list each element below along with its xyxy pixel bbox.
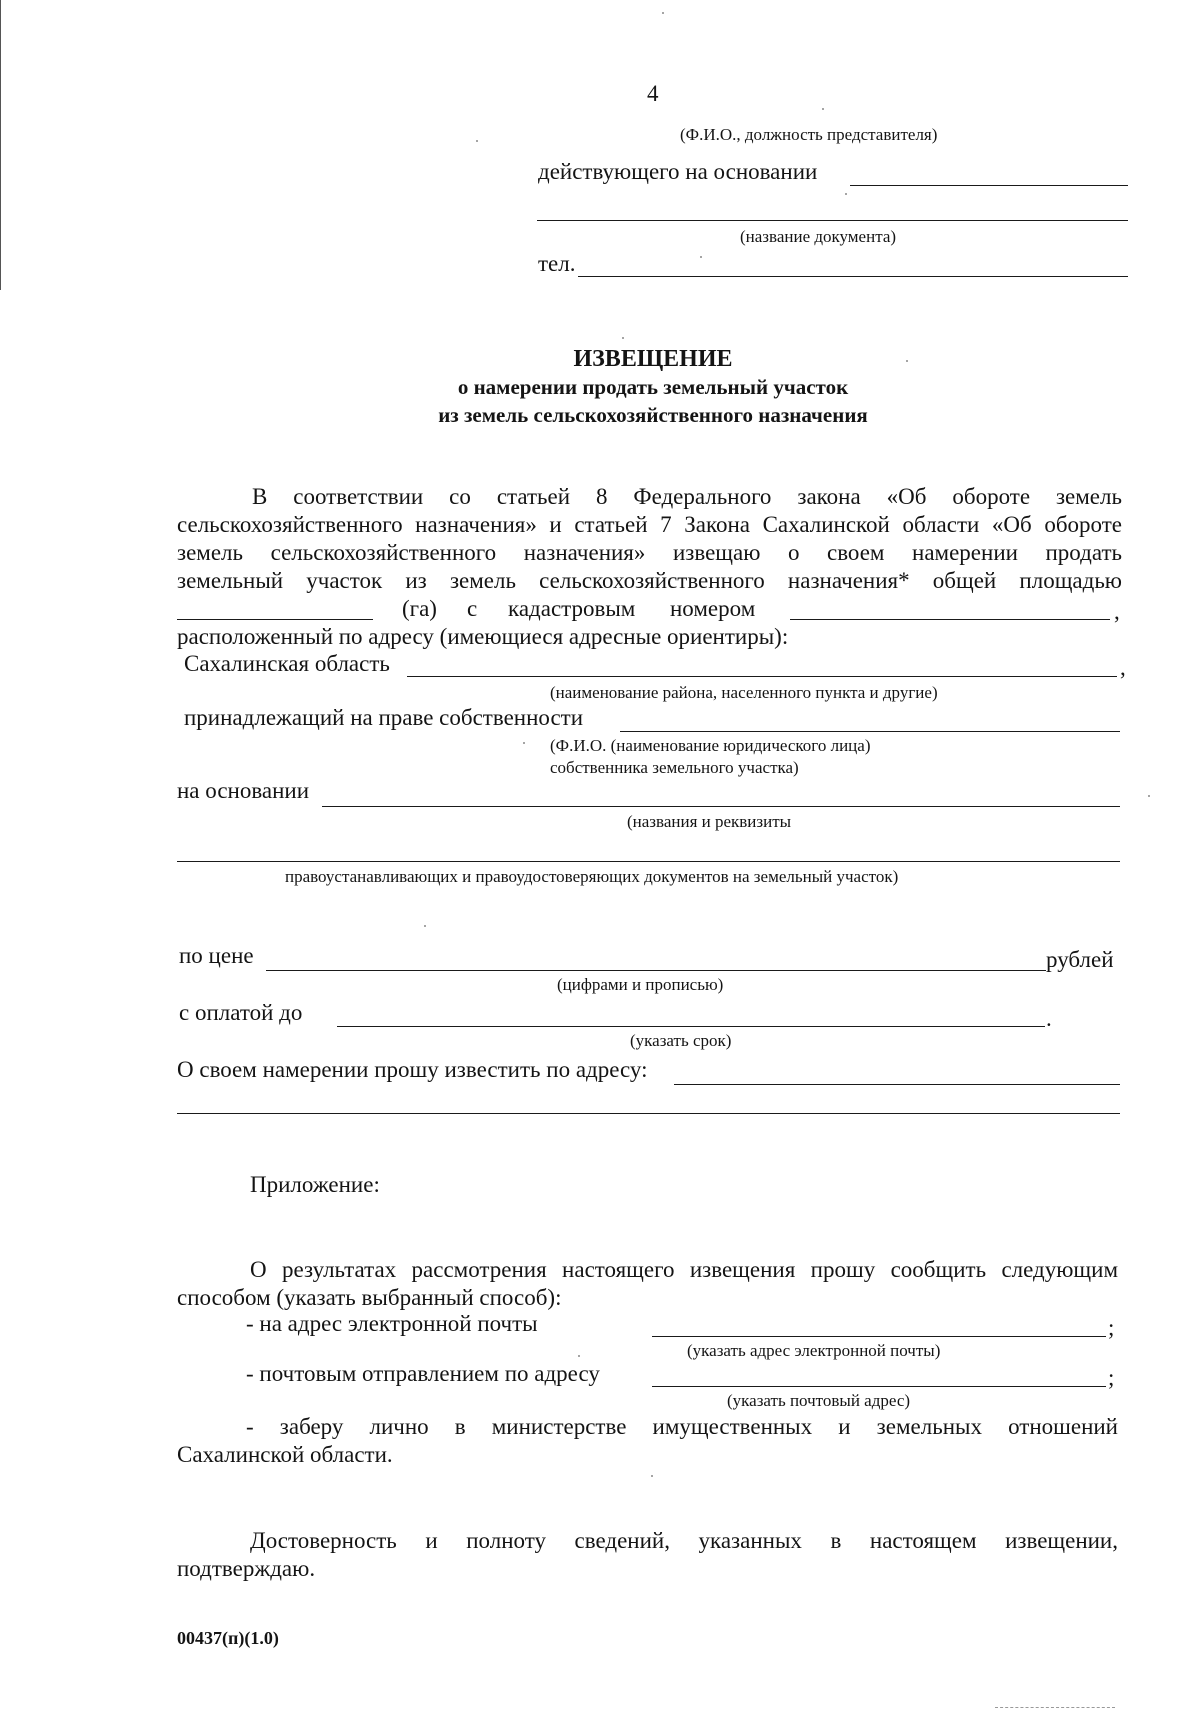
pickup-line-2: Сахалинской области.	[177, 1442, 393, 1467]
price-field[interactable]	[266, 970, 1046, 971]
scan-speck	[822, 108, 824, 110]
area-field[interactable]	[177, 619, 373, 620]
attachment-label: Приложение:	[250, 1172, 380, 1197]
semicolon-2: ;	[1108, 1365, 1115, 1390]
email-caption: (указать адрес электронной почты)	[687, 1341, 941, 1360]
payment-label: с оплатой до	[179, 1000, 303, 1025]
basis-caption-2: правоустанавливающих и правоудостоверяющих документов на земельный участок)	[285, 867, 899, 886]
form-code: 00437(п)(1.0)	[177, 1628, 279, 1648]
post-caption: (указать почтовый адрес)	[727, 1391, 911, 1410]
phone-label: тел.	[538, 251, 576, 276]
owner-caption-2: собственника земельного участка)	[550, 758, 799, 777]
semicolon-1: ;	[1108, 1315, 1115, 1340]
post-option-label: - почтовым отправлением по адресу	[246, 1361, 600, 1386]
document-title: ИЗВЕЩЕНИЕ	[573, 346, 733, 372]
page-number: 4	[647, 81, 659, 106]
notify-label: О своем намерении прошу известить по адресу:	[177, 1057, 648, 1082]
cadastral-number-field[interactable]	[790, 619, 1110, 620]
owner-field[interactable]	[620, 731, 1120, 732]
paragraph-line-3: земель сельскохозяйственного назначения» извещаю о своем намерении продать	[177, 540, 1122, 565]
confirm-line-2: подтверждаю.	[177, 1556, 316, 1581]
result-line-2: способом (указать выбранный способ):	[177, 1285, 562, 1310]
region-address-field[interactable]	[407, 676, 1117, 677]
phone-field[interactable]	[578, 276, 1128, 277]
acting-basis-label: действующего на основании	[538, 159, 818, 184]
owner-caption-1: (Ф.И.О. (наименование юридического лица)	[550, 736, 871, 755]
comma-mark: ,	[1114, 599, 1120, 624]
notify-address-field[interactable]	[674, 1084, 1120, 1085]
payment-caption: (указать срок)	[630, 1031, 732, 1050]
area-unit-label: (га)	[402, 596, 437, 621]
scan-speck	[1148, 795, 1150, 797]
price-caption: (цифрами и прописью)	[557, 975, 724, 994]
price-unit-label: рублей	[1046, 947, 1114, 972]
document-name-field[interactable]	[537, 220, 1128, 221]
scan-speck	[700, 256, 702, 258]
document-name-caption: (название документа)	[740, 227, 897, 246]
scan-speck	[523, 742, 525, 744]
scan-speck	[476, 140, 478, 142]
representative-caption: (Ф.И.О., должность представителя)	[680, 125, 938, 144]
paragraph-line-2: сельскохозяйственного назначения» и статьей 7 Закона Сахалинской области «Об обороте	[177, 512, 1122, 537]
scan-speck	[845, 193, 847, 195]
post-address-field[interactable]	[652, 1386, 1106, 1387]
result-line-1: О результатах рассмотрения настоящего извещения прошу сообщить следующим	[250, 1257, 1118, 1282]
paragraph-line-4: земельный участок из земель сельскохозяйственного назначения* общей площадью	[177, 568, 1122, 593]
confirm-line-1: Достоверность и полноту сведений, указанных в настоящем извещении,	[250, 1528, 1118, 1553]
acting-basis-field[interactable]	[850, 185, 1128, 186]
price-label: по цене	[179, 943, 254, 968]
basis-field-2[interactable]	[177, 861, 1120, 862]
paragraph-line-1: В соответствии со статьей 8 Федерального закона «Об обороте земель	[252, 484, 1122, 509]
scan-edge-mark	[995, 1705, 1115, 1708]
document-subtitle-1: о намерении продать земельный участок	[457, 375, 849, 399]
scan-edge	[0, 0, 1, 290]
ownership-label: принадлежащий на праве собственности	[184, 705, 584, 730]
basis-label: на основании	[177, 778, 310, 803]
email-option-label: - на адрес электронной почты	[246, 1311, 538, 1336]
number-label: номером	[670, 596, 756, 621]
cadastral-label: кадастровым	[508, 596, 636, 621]
document-subtitle-2: из земель сельскохозяйственного назначения	[438, 403, 868, 427]
comma-mark-2: ,	[1120, 655, 1126, 680]
payment-deadline-field[interactable]	[337, 1026, 1045, 1027]
region-caption: (наименование района, населенного пункта и другие)	[550, 683, 938, 702]
basis-field[interactable]	[322, 806, 1120, 807]
address-intro: расположенный по адресу (имеющиеся адресные ориентиры):	[177, 624, 789, 649]
basis-caption-1: (названия и реквизиты	[627, 812, 792, 831]
period-mark: .	[1046, 1006, 1052, 1031]
with-label: с	[467, 596, 478, 621]
scan-speck	[622, 337, 624, 339]
scan-speck	[662, 12, 664, 14]
scan-speck	[424, 925, 426, 927]
email-field[interactable]	[652, 1336, 1106, 1337]
region-label: Сахалинская область	[184, 651, 390, 676]
notify-address-field-2[interactable]	[177, 1113, 1120, 1114]
scan-speck	[651, 1475, 653, 1477]
scan-speck	[906, 360, 908, 362]
pickup-line-1: - заберу лично в министерстве имущественных и земельных отношений	[246, 1414, 1118, 1439]
scan-speck	[578, 1355, 580, 1357]
